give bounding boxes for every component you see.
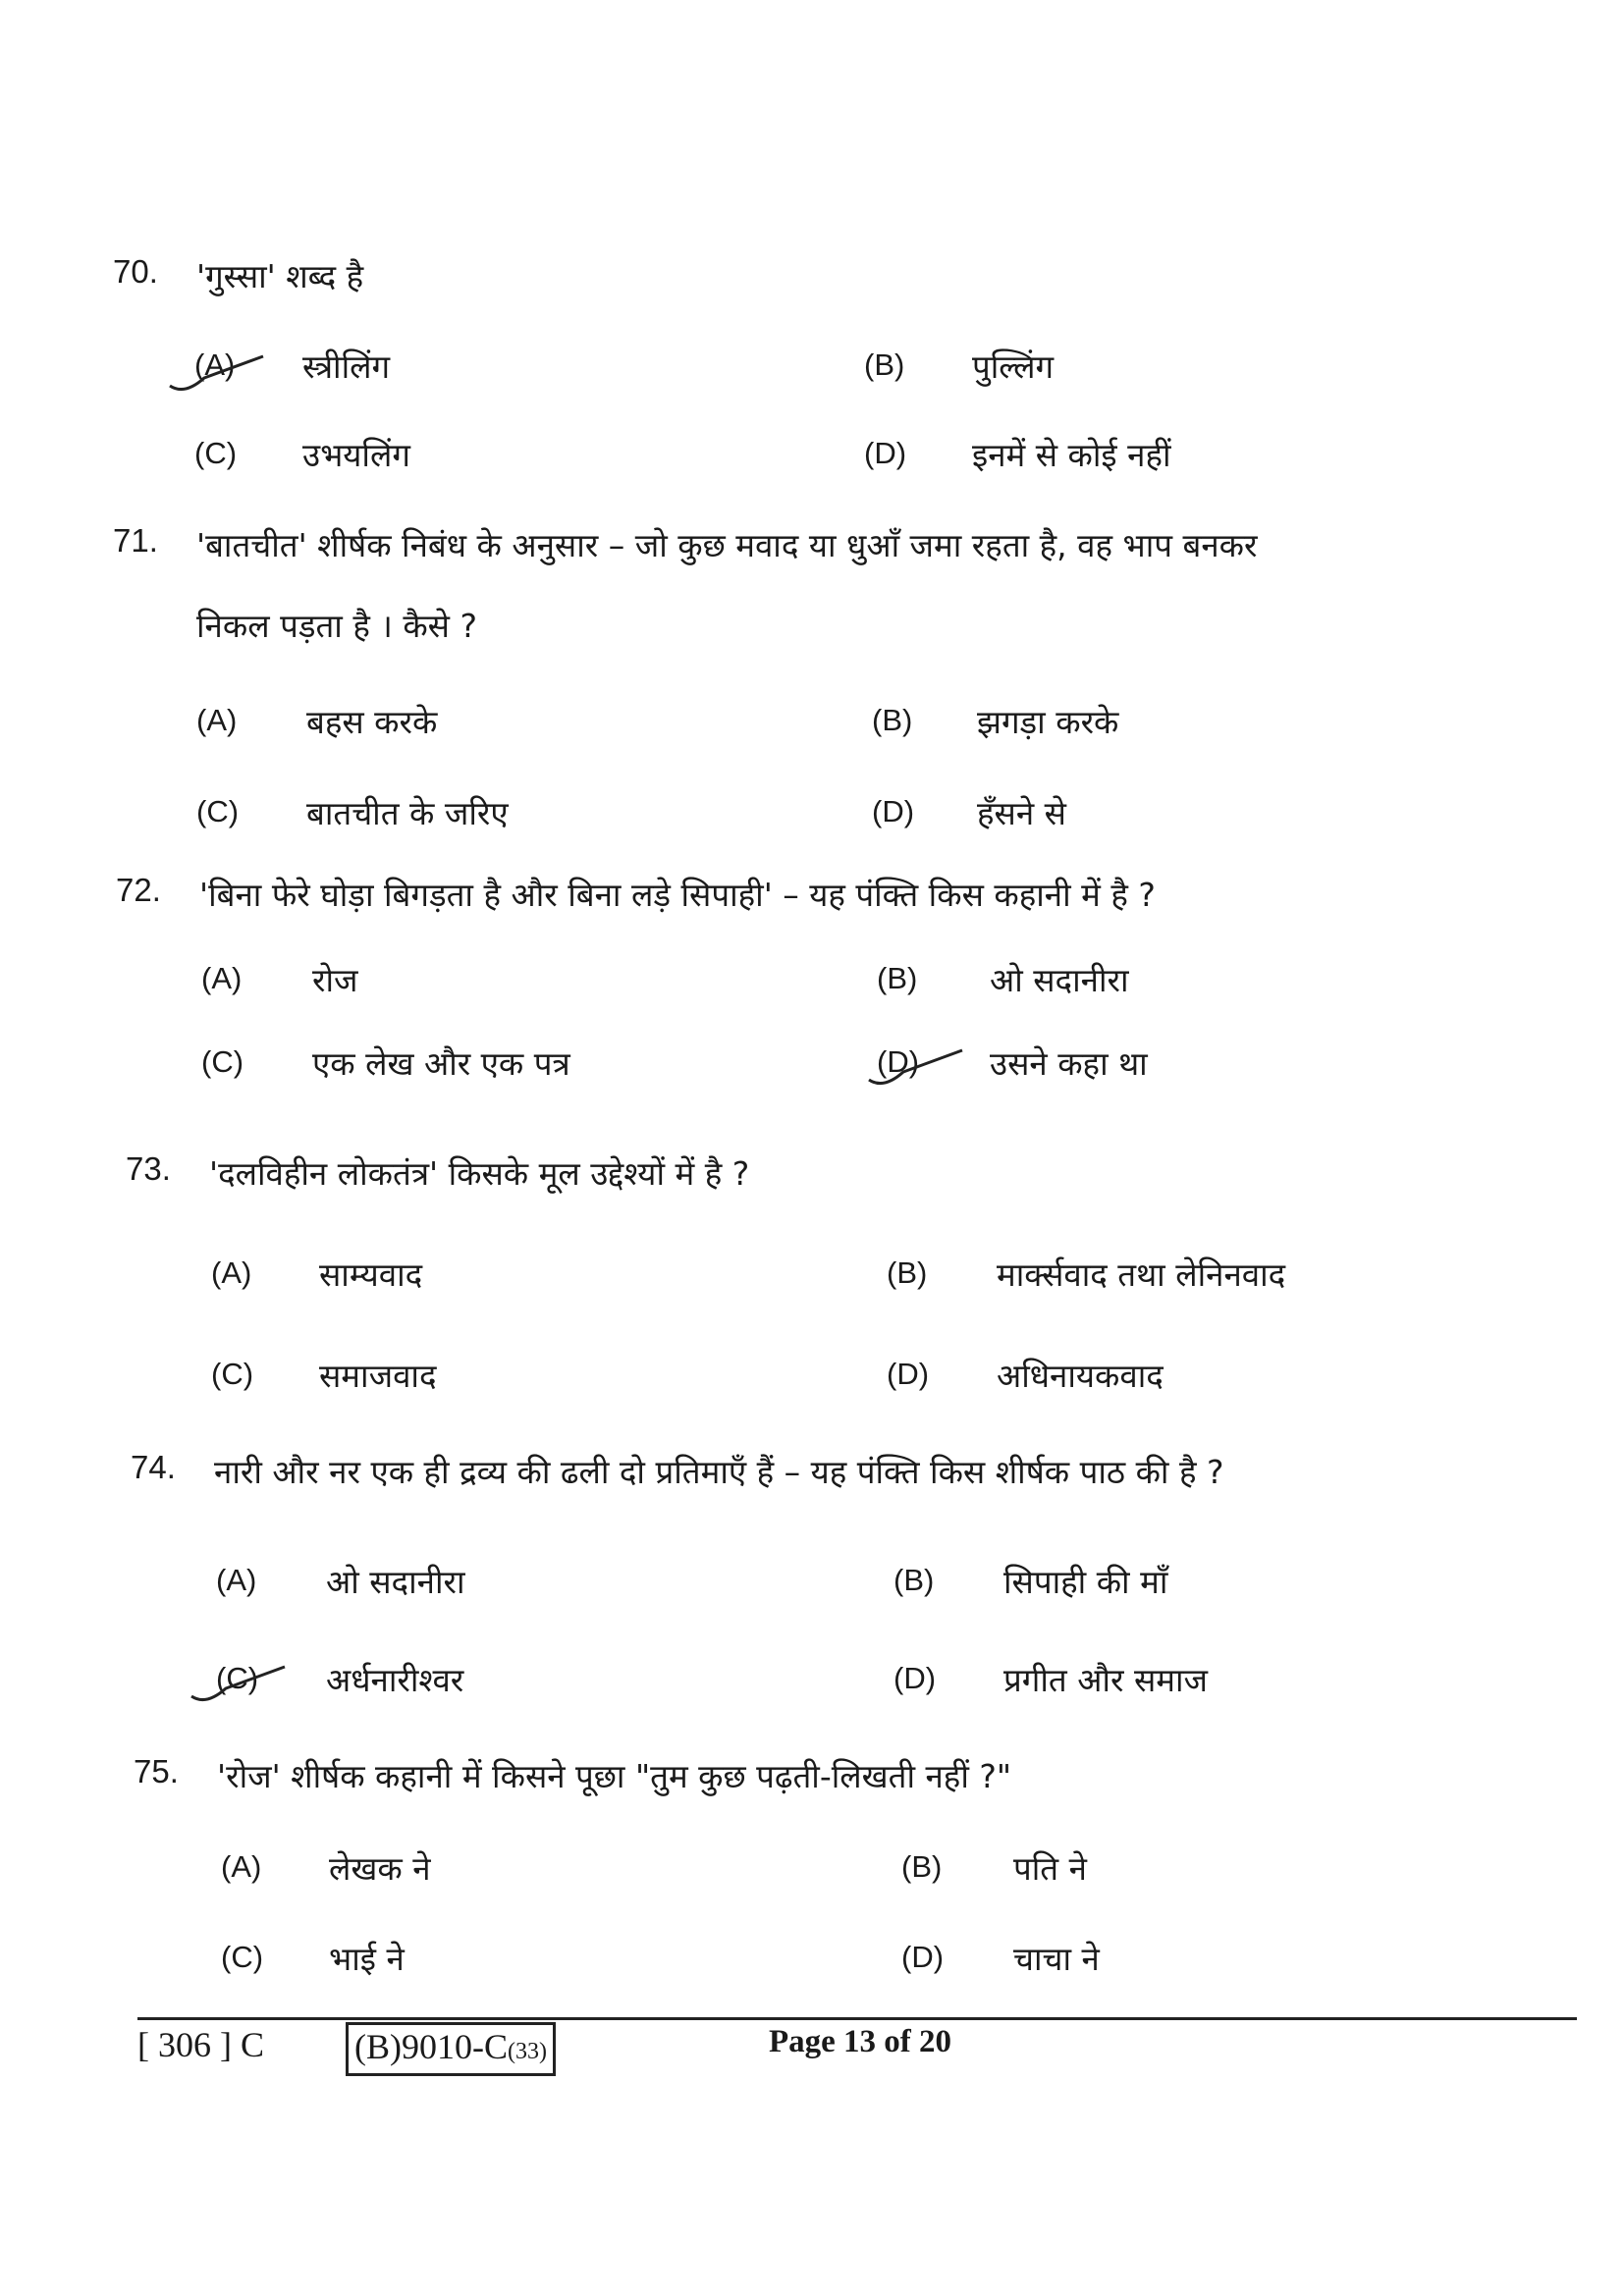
option-label: (D)	[887, 1357, 930, 1391]
option-label: (B)	[887, 1255, 928, 1290]
option-label: (B)	[864, 347, 905, 382]
question-text: 'गुस्सा' शब्द है	[196, 257, 364, 295]
option-text: अधिनायकवाद	[997, 1357, 1164, 1395]
booklet-code	[346, 2022, 556, 2076]
question-text: 'दलविहीन लोकतंत्र' किसके मूल उद्देश्यों में है ?	[209, 1154, 750, 1193]
option-label: (D)	[901, 1940, 945, 1974]
option-label: (B)	[901, 1849, 943, 1884]
option-text: ओ सदानीरा	[326, 1563, 465, 1601]
option-label: (B)	[893, 1563, 935, 1597]
option-text: पति ने	[1013, 1849, 1087, 1888]
option-label: (D)	[872, 794, 915, 828]
answer-tick-mark	[187, 1659, 295, 1708]
option-label: (B)	[872, 703, 913, 737]
question-number: 73.	[126, 1150, 171, 1187]
paper-number: [ 306 ] C	[137, 2025, 264, 2064]
option-text: उसने कहा था	[990, 1044, 1148, 1083]
option-text: समाजवाद	[319, 1357, 437, 1395]
option-label: (A)	[201, 961, 243, 995]
question-number: 71.	[113, 522, 158, 559]
question-text: 'रोज' शीर्षक कहानी में किसने पूछा "तुम कुछ पढ़ती-लिखती नहीं ?"	[217, 1757, 1012, 1795]
option-text: मार्क्सवाद तथा लेनिनवाद	[997, 1255, 1286, 1294]
option-label: (A)	[211, 1255, 252, 1290]
option-text: बातचीत के जरिए	[306, 794, 509, 832]
option-label: (B)	[877, 961, 918, 995]
option-text: झगड़ा करके	[977, 703, 1119, 741]
option-text: लेखक ने	[329, 1849, 431, 1888]
option-text: अर्धनारीश्वर	[326, 1661, 464, 1699]
option-label: (D)	[864, 436, 907, 470]
option-label: (C)	[211, 1357, 254, 1391]
question-text: 'बिना फेरे घोड़ा बिगड़ता है और बिना लड़े सिपाही' – यह पंक्ति किस कहानी में है ?	[199, 876, 1156, 914]
question-text: 'बातचीत' शीर्षक निबंध के अनुसार – जो कुछ मवाद या धुआँ जमा रहता है, वह भाप बनकर	[196, 526, 1258, 564]
option-text: उभयलिंग	[302, 436, 410, 474]
question-number: 74.	[131, 1449, 176, 1485]
booklet-code-main: (B)9010-C	[354, 2027, 508, 2066]
option-label: (C)	[194, 436, 238, 470]
option-text: हँसने से	[977, 794, 1066, 832]
option-text: ओ सदानीरा	[990, 961, 1129, 999]
option-label: (C)	[221, 1940, 264, 1974]
option-text: सिपाही की माँ	[1003, 1563, 1168, 1601]
option-text: इनमें से कोई नहीं	[972, 436, 1171, 474]
option-label: (C)	[196, 794, 240, 828]
option-text: स्त्रीलिंग	[302, 347, 391, 386]
option-label: (D)	[893, 1661, 937, 1695]
option-text: पुल्लिंग	[972, 347, 1055, 386]
question-number: 72.	[116, 872, 161, 908]
option-label: (C)	[216, 1661, 259, 1695]
option-text: रोज	[312, 961, 358, 999]
option-label: (D)	[877, 1044, 920, 1079]
option-text: एक लेख और एक पत्र	[312, 1044, 570, 1083]
question-number: 75.	[134, 1753, 179, 1789]
option-text: साम्यवाद	[319, 1255, 423, 1294]
question-text: नारी और नर एक ही द्रव्य की ढली दो प्रतिमाएँ हैं – यह पंक्ति किस शीर्षक पाठ की है ?	[214, 1453, 1224, 1491]
option-label: (C)	[201, 1044, 244, 1079]
option-text: भाई ने	[329, 1940, 405, 1978]
option-label: (A)	[196, 703, 238, 737]
answer-tick-mark	[864, 1042, 972, 1092]
answer-tick-mark	[165, 348, 273, 398]
option-label: (A)	[221, 1849, 262, 1884]
option-label: (A)	[194, 347, 236, 382]
option-label: (A)	[216, 1563, 257, 1597]
option-text: बहस करके	[306, 703, 438, 741]
footer-rule	[137, 2017, 1577, 2020]
booklet-code-sub: (33)	[508, 2039, 547, 2064]
page-indicator: Page 13 of 20	[769, 2024, 952, 2059]
question-text: निकल पड़ता है । कैसे ?	[196, 607, 477, 645]
option-text: चाचा ने	[1013, 1940, 1100, 1978]
option-text: प्रगीत और समाज	[1003, 1661, 1209, 1699]
question-number: 70.	[113, 253, 158, 290]
